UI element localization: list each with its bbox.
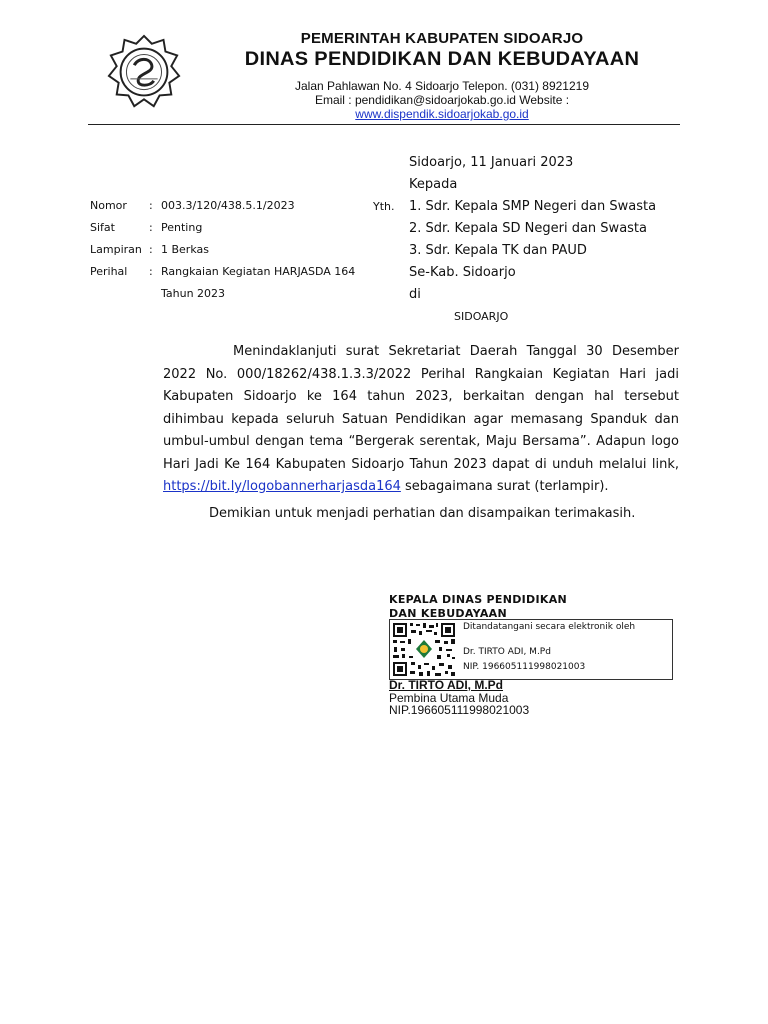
meta-colon: : <box>149 265 153 278</box>
meta-colon: : <box>149 221 153 234</box>
meta-value: Penting <box>161 221 203 234</box>
body-text-end: sebagaimana surat (terlampir). <box>400 479 609 494</box>
recipient-region: Se-Kab. Sidoarjo <box>409 265 516 280</box>
meta-colon: : <box>149 199 153 212</box>
at-label: di <box>409 287 421 302</box>
esign-name: Dr. TIRTO ADI, M.Pd <box>463 647 551 657</box>
esign-nip: NIP. 196605111998021003 <box>463 662 586 672</box>
meta-value: Tahun 2023 <box>161 287 226 300</box>
signer-details <box>389 679 529 717</box>
letterhead-divider <box>88 124 680 125</box>
logo-download-link[interactable]: https://bit.ly/logobannerharjasda164 <box>163 479 401 494</box>
government-name: PEMERINTAH KABUPATEN SIDOARJO <box>300 30 584 47</box>
place-date: Sidoarjo, 11 Januari 2023 <box>409 155 574 170</box>
meta-label: Perihal <box>90 265 128 278</box>
yth-label: Yth. <box>373 200 395 213</box>
meta-value: Rangkaian Kegiatan HARJASDA 164 <box>161 265 356 278</box>
recipient-item: 1. Sdr. Kepala SMP Negeri dan Swasta <box>409 199 657 214</box>
meta-label: Nomor <box>90 199 127 212</box>
body-paragraph <box>163 341 679 499</box>
recipient-item: 2. Sdr. Kepala SD Negeri dan Swasta <box>409 221 647 236</box>
meta-value: 003.3/120/438.5.1/2023 <box>161 199 295 212</box>
signer-rank: Pembina Utama Muda <box>389 690 509 705</box>
meta-label: Sifat <box>90 221 115 234</box>
recipient-block <box>409 152 656 326</box>
signer-name: Dr. TIRTO ADI, M.Pd <box>389 678 504 692</box>
electronic-signature-box <box>389 619 673 680</box>
meta-colon: : <box>149 243 153 256</box>
letterhead <box>200 30 684 121</box>
website-link[interactable]: www.dispendik.sidoarjokab.go.id <box>355 107 529 121</box>
to-label: Kepada <box>409 177 458 192</box>
meta-value: 1 Berkas <box>161 243 209 256</box>
esign-note: Ditandatangani secara elektronik oleh <box>463 622 636 632</box>
body-text: Menindaklanjuti surat Sekretariat Daerah Tanggal 30 Desember 2022 No. 000/18262/438.1.3.3/2022 Perihal Rangkaian Kegiatan Hari jadi Kabupaten Sidoarjo ke 164 tahun 2023, berkaitan dengan hal tersebut dihimbau kepada seluruh Satuan Pendidikan agar memasang Spanduk dan umbul-umbul dengan tema “Bergerak serentak, Maju Bersama”. Adapun logo Hari Jadi Ke 164 Kabupaten Sidoarjo Tahun 2023 dapat di unduh melalui link, <box>163 344 679 472</box>
letterhead-contact: Email : pendidikan@sidoarjokab.go.id Website : <box>314 93 570 107</box>
signature-block <box>389 593 679 717</box>
recipient-item: 3. Sdr. Kepala TK dan PAUD <box>409 243 587 258</box>
closing-paragraph: Demikian untuk menjadi perhatian dan disampaikan terimakasih. <box>209 505 636 521</box>
recipient-city: SIDOARJO <box>454 310 509 323</box>
signatory-title: KEPALA DINAS PENDIDIKAN <box>389 593 568 606</box>
department-name: DINAS PENDIDIKAN DAN KEBUDAYAAN <box>244 48 640 70</box>
meta-label: Lampiran <box>90 243 142 256</box>
signer-nip: NIP.196605111998021003 <box>389 703 530 717</box>
sidoarjo-seal-logo <box>105 34 183 112</box>
signatory-title-2: DAN KEBUDAYAAN <box>389 607 507 620</box>
letterhead-address: Jalan Pahlawan No. 4 Sidoarjo Telepon. (031) 8921219 <box>295 79 589 93</box>
letter-body <box>163 341 679 525</box>
qr-code-icon[interactable] <box>391 621 457 678</box>
